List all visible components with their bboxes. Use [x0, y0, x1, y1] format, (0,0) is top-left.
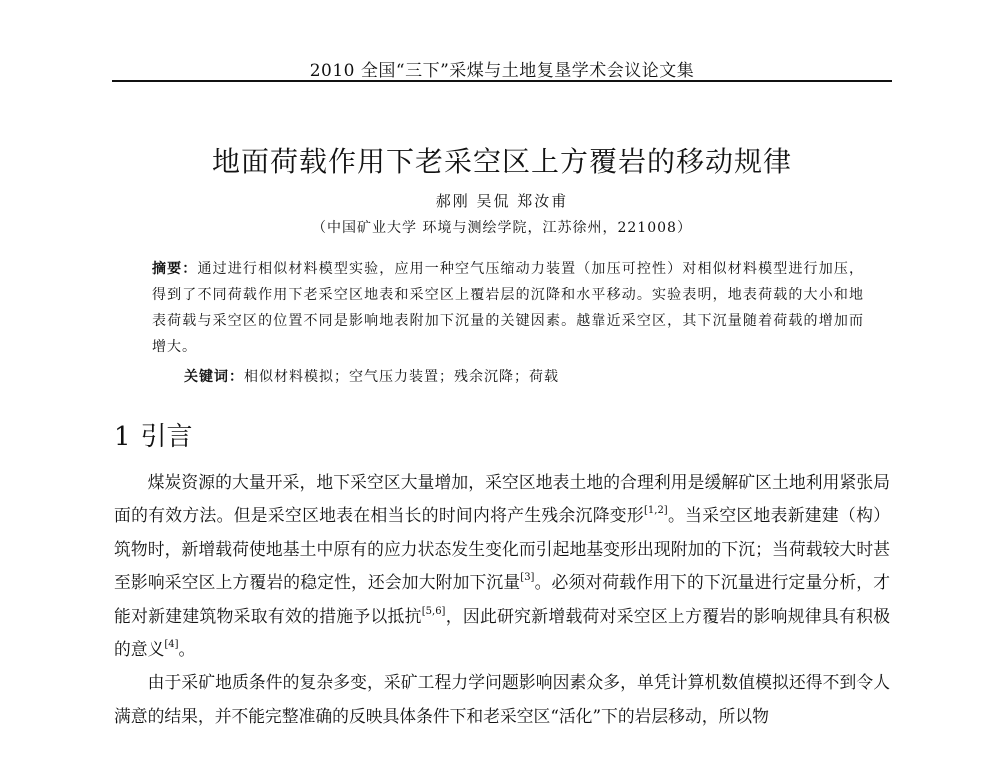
paragraph: 由于采矿地质条件的复杂多变，采矿工程力学问题影响因素众多，单凭计算机数值模拟还得不到令人满意的结果，并不能完整准确的反映具体条件下和老采空区“活化”下的岩层移动，所以物 — [114, 672, 890, 726]
citation: [5,6] — [421, 605, 446, 617]
keywords — [184, 366, 864, 386]
section-heading — [114, 416, 193, 453]
keywords-text: 相似材料模拟；空气压力装置；残余沉降；荷载 — [244, 369, 559, 385]
citation: [4] — [164, 639, 179, 651]
text-run: 。 — [178, 639, 196, 660]
affiliation: （中国矿业大学 环境与测绘学院，江苏徐州，221008） — [312, 220, 692, 236]
paragraph — [114, 466, 890, 666]
citation: [1,2] — [644, 505, 668, 517]
abstract-text: 通过进行相似材料模型实验，应用一种空气压缩动力装置（加压可控性）对相似材料模型进行加压，得到了不同荷载作用下老采空区地表和采空区上覆岩层的沉降和水平移动。实验表明，地表荷载的大小和地表荷载与采空区的位置不同是影响地表附加下沉量的关键因素。越靠近采空区，其下沉量随着荷载的增加而增大。 — [152, 261, 865, 355]
authors: 郝刚 吴侃 郑汝甫 — [435, 192, 569, 210]
keywords-label: 关键词： — [184, 369, 244, 385]
text-run: 。必须对荷载作用下的下沉量进行定量分析，才能对新建建筑物采取有效的措施予以抵抗 — [114, 572, 890, 626]
citation: [3] — [520, 572, 535, 584]
text-run: ，因此研究新增载荷对采空区上方覆岩的影响规律具有积极的意义 — [114, 605, 890, 660]
abstract — [152, 256, 864, 360]
text-run: 煤炭资源的大量开采，地下采空区大量增加，采空区地表土地的合理利用是缓解矿区土地利用紧张局面的有效方法。但是采空区地表在相当长的时间内将产生残余沉降变形 — [114, 472, 890, 526]
text-run: 。当采空区地表新建建（构）筑物时，新增载荷使地基土中原有的应力状态发生变化而引起地基变形出现附加的下沉；当荷载较大时甚至影响采空区上方覆岩的稳定性，还会加大附加下沉量 — [114, 505, 890, 593]
header-rule — [112, 80, 892, 82]
section-number: 1 — [114, 422, 131, 452]
abstract-label: 摘要： — [152, 261, 198, 277]
section-title: 引言 — [140, 422, 193, 452]
body-text — [114, 466, 890, 733]
running-head: 2010 全国“三下”采煤与土地复垦学术会议论文集 — [309, 61, 695, 81]
paper-title: 地面荷载作用下老采空区上方覆岩的移动规律 — [211, 145, 792, 178]
